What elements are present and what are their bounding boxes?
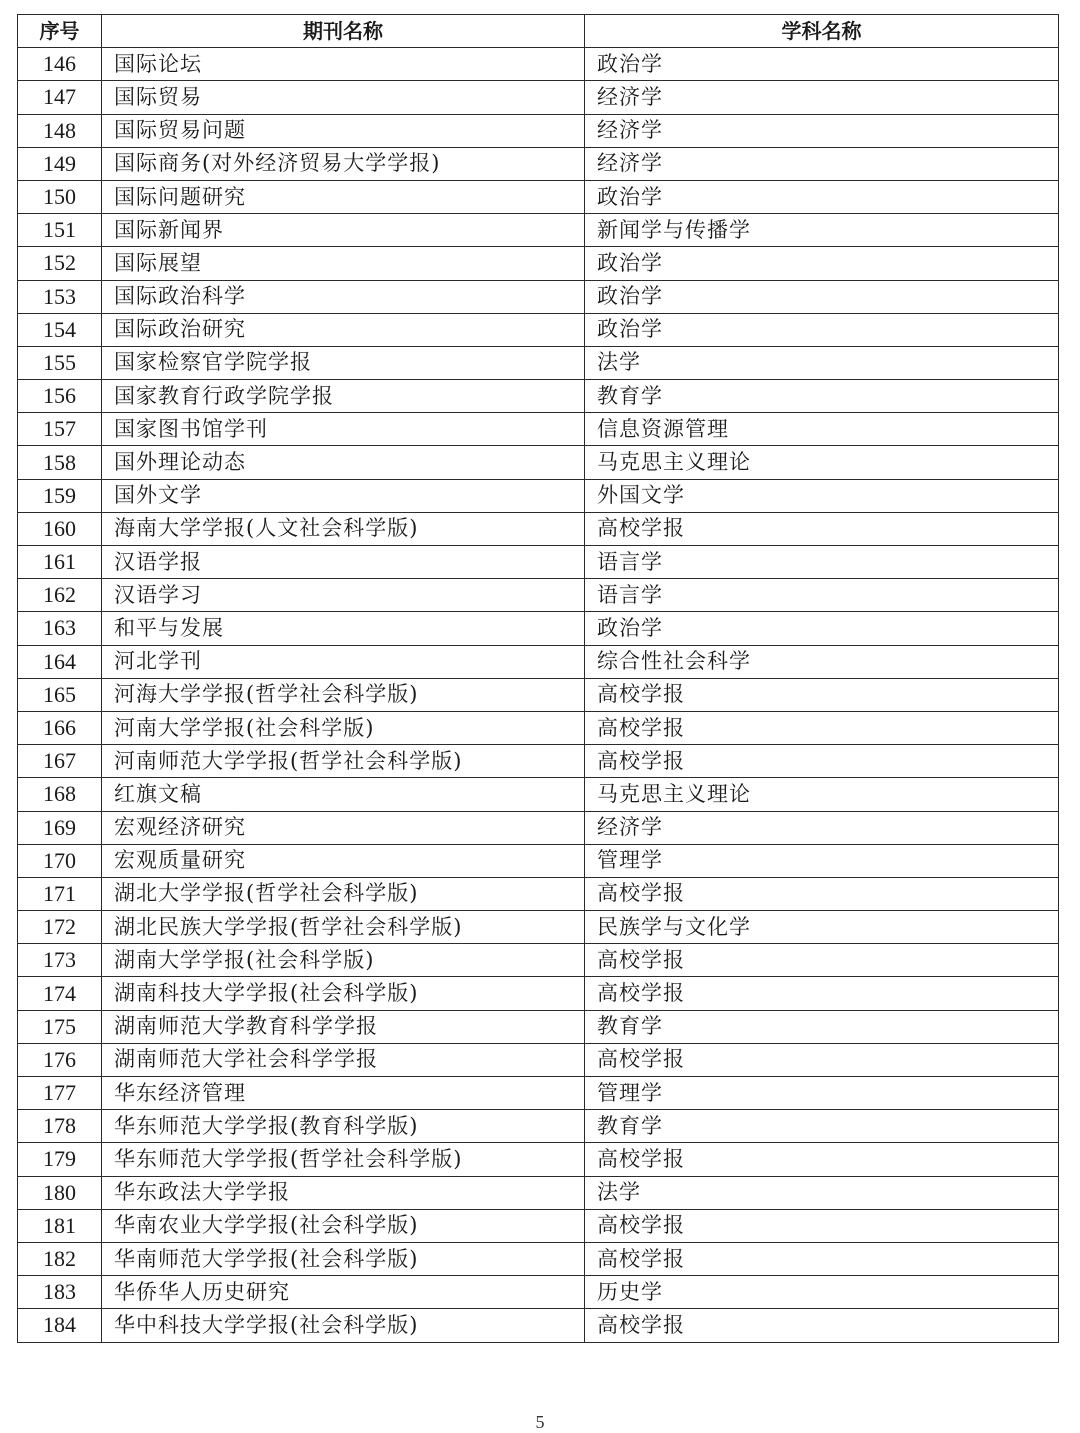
subject-name-cell: 高校学报: [585, 1242, 1059, 1275]
journal-name-cell: 国际展望: [102, 247, 585, 280]
table-row: [18, 214, 1059, 247]
serial-number-cell: 159: [18, 479, 102, 512]
subject-name-cell: 经济学: [585, 147, 1059, 180]
subject-name-cell: 民族学与文化学: [585, 911, 1059, 944]
subject-name-cell: 语言学: [585, 546, 1059, 579]
table-row: [18, 778, 1059, 811]
subject-name-cell: 政治学: [585, 313, 1059, 346]
table-body: [18, 48, 1059, 1342]
serial-number-cell: 182: [18, 1242, 102, 1275]
journal-name-cell: 湖南大学学报(社会科学版): [102, 944, 585, 977]
serial-number-cell: 180: [18, 1176, 102, 1209]
serial-number-cell: 148: [18, 114, 102, 147]
subject-name-cell: 高校学报: [585, 1043, 1059, 1076]
table-row: [18, 247, 1059, 280]
table-row: [18, 1209, 1059, 1242]
table-row: [18, 280, 1059, 313]
subject-name-cell: 高校学报: [585, 877, 1059, 910]
serial-number-cell: 165: [18, 678, 102, 711]
subject-name-cell: 高校学报: [585, 977, 1059, 1010]
journal-name-cell: 宏观质量研究: [102, 844, 585, 877]
table-row: [18, 745, 1059, 778]
header-serial-number: 序号: [18, 15, 102, 48]
serial-number-cell: 154: [18, 313, 102, 346]
serial-number-cell: 163: [18, 612, 102, 645]
subject-name-cell: 语言学: [585, 579, 1059, 612]
journal-name-cell: 国际贸易: [102, 81, 585, 114]
subject-name-cell: 教育学: [585, 1010, 1059, 1043]
table-row: [18, 844, 1059, 877]
table-row: [18, 1242, 1059, 1275]
journal-name-cell: 红旗文稿: [102, 778, 585, 811]
journal-table: [17, 14, 1059, 1343]
subject-name-cell: 管理学: [585, 1077, 1059, 1110]
serial-number-cell: 166: [18, 711, 102, 744]
journal-name-cell: 汉语学报: [102, 546, 585, 579]
table-row: [18, 114, 1059, 147]
journal-name-cell: 华侨华人历史研究: [102, 1276, 585, 1309]
journal-name-cell: 湖南师范大学教育科学学报: [102, 1010, 585, 1043]
subject-name-cell: 信息资源管理: [585, 413, 1059, 446]
table-row: [18, 479, 1059, 512]
header-journal-name: 期刊名称: [102, 15, 585, 48]
serial-number-cell: 146: [18, 48, 102, 81]
journal-name-cell: 湖北大学学报(哲学社会科学版): [102, 877, 585, 910]
table-row: [18, 811, 1059, 844]
subject-name-cell: 政治学: [585, 180, 1059, 213]
serial-number-cell: 170: [18, 844, 102, 877]
journal-name-cell: 河北学刊: [102, 645, 585, 678]
serial-number-cell: 152: [18, 247, 102, 280]
subject-name-cell: 政治学: [585, 48, 1059, 81]
subject-name-cell: 综合性社会科学: [585, 645, 1059, 678]
table-row: [18, 380, 1059, 413]
journal-name-cell: 河南师范大学学报(哲学社会科学版): [102, 745, 585, 778]
table-row: [18, 81, 1059, 114]
journal-name-cell: 宏观经济研究: [102, 811, 585, 844]
journal-name-cell: 汉语学习: [102, 579, 585, 612]
table-row: [18, 612, 1059, 645]
journal-name-cell: 国际商务(对外经济贸易大学学报): [102, 147, 585, 180]
subject-name-cell: 法学: [585, 346, 1059, 379]
table-row: [18, 711, 1059, 744]
subject-name-cell: 政治学: [585, 612, 1059, 645]
subject-name-cell: 历史学: [585, 1276, 1059, 1309]
serial-number-cell: 171: [18, 877, 102, 910]
journal-name-cell: 华东师范大学学报(哲学社会科学版): [102, 1143, 585, 1176]
serial-number-cell: 183: [18, 1276, 102, 1309]
journal-name-cell: 和平与发展: [102, 612, 585, 645]
table-row: [18, 1276, 1059, 1309]
journal-name-cell: 国际新闻界: [102, 214, 585, 247]
journal-name-cell: 华中科技大学学报(社会科学版): [102, 1309, 585, 1342]
serial-number-cell: 179: [18, 1143, 102, 1176]
serial-number-cell: 161: [18, 546, 102, 579]
journal-name-cell: 国外文学: [102, 479, 585, 512]
journal-name-cell: 湖北民族大学学报(哲学社会科学版): [102, 911, 585, 944]
subject-name-cell: 高校学报: [585, 1309, 1059, 1342]
journal-name-cell: 国家检察官学院学报: [102, 346, 585, 379]
table-row: [18, 546, 1059, 579]
journal-name-cell: 华南师范大学学报(社会科学版): [102, 1242, 585, 1275]
serial-number-cell: 149: [18, 147, 102, 180]
serial-number-cell: 181: [18, 1209, 102, 1242]
journal-name-cell: 河南大学学报(社会科学版): [102, 711, 585, 744]
table-row: [18, 877, 1059, 910]
table-row: [18, 678, 1059, 711]
journal-name-cell: 华南农业大学学报(社会科学版): [102, 1209, 585, 1242]
table-row: [18, 911, 1059, 944]
serial-number-cell: 184: [18, 1309, 102, 1342]
serial-number-cell: 158: [18, 446, 102, 479]
subject-name-cell: 经济学: [585, 811, 1059, 844]
serial-number-cell: 175: [18, 1010, 102, 1043]
serial-number-cell: 157: [18, 413, 102, 446]
subject-name-cell: 高校学报: [585, 944, 1059, 977]
table-row: [18, 313, 1059, 346]
journal-name-cell: 华东经济管理: [102, 1077, 585, 1110]
journal-name-cell: 国际政治研究: [102, 313, 585, 346]
table-row: [18, 977, 1059, 1010]
journal-name-cell: 湖南师范大学社会科学学报: [102, 1043, 585, 1076]
serial-number-cell: 153: [18, 280, 102, 313]
journal-name-cell: 河海大学学报(哲学社会科学版): [102, 678, 585, 711]
subject-name-cell: 高校学报: [585, 1209, 1059, 1242]
table-row: [18, 147, 1059, 180]
serial-number-cell: 150: [18, 180, 102, 213]
journal-name-cell: 国家图书馆学刊: [102, 413, 585, 446]
serial-number-cell: 164: [18, 645, 102, 678]
table-row: [18, 48, 1059, 81]
subject-name-cell: 教育学: [585, 380, 1059, 413]
serial-number-cell: 174: [18, 977, 102, 1010]
table-header-row: [18, 15, 1059, 48]
header-subject-name: 学科名称: [585, 15, 1059, 48]
subject-name-cell: 管理学: [585, 844, 1059, 877]
subject-name-cell: 政治学: [585, 247, 1059, 280]
table-row: [18, 512, 1059, 545]
subject-name-cell: 经济学: [585, 114, 1059, 147]
table-row: [18, 446, 1059, 479]
serial-number-cell: 178: [18, 1110, 102, 1143]
serial-number-cell: 147: [18, 81, 102, 114]
journal-name-cell: 国际贸易问题: [102, 114, 585, 147]
table-row: [18, 1110, 1059, 1143]
subject-name-cell: 高校学报: [585, 745, 1059, 778]
serial-number-cell: 168: [18, 778, 102, 811]
serial-number-cell: 177: [18, 1077, 102, 1110]
serial-number-cell: 151: [18, 214, 102, 247]
table-row: [18, 1077, 1059, 1110]
serial-number-cell: 167: [18, 745, 102, 778]
subject-name-cell: 高校学报: [585, 512, 1059, 545]
serial-number-cell: 156: [18, 380, 102, 413]
table-row: [18, 1143, 1059, 1176]
serial-number-cell: 173: [18, 944, 102, 977]
serial-number-cell: 169: [18, 811, 102, 844]
journal-name-cell: 国际问题研究: [102, 180, 585, 213]
journal-name-cell: 海南大学学报(人文社会科学版): [102, 512, 585, 545]
subject-name-cell: 政治学: [585, 280, 1059, 313]
table-row: [18, 944, 1059, 977]
subject-name-cell: 外国文学: [585, 479, 1059, 512]
journal-name-cell: 华东师范大学学报(教育科学版): [102, 1110, 585, 1143]
journal-name-cell: 华东政法大学学报: [102, 1176, 585, 1209]
page-number: 5: [535, 1412, 545, 1432]
subject-name-cell: 高校学报: [585, 711, 1059, 744]
serial-number-cell: 172: [18, 911, 102, 944]
subject-name-cell: 高校学报: [585, 1143, 1059, 1176]
table-row: [18, 180, 1059, 213]
serial-number-cell: 176: [18, 1043, 102, 1076]
journal-name-cell: 国外理论动态: [102, 446, 585, 479]
journal-name-cell: 国际政治科学: [102, 280, 585, 313]
table-row: [18, 1309, 1059, 1342]
serial-number-cell: 160: [18, 512, 102, 545]
table-row: [18, 1043, 1059, 1076]
subject-name-cell: 新闻学与传播学: [585, 214, 1059, 247]
journal-name-cell: 国际论坛: [102, 48, 585, 81]
subject-name-cell: 教育学: [585, 1110, 1059, 1143]
subject-name-cell: 经济学: [585, 81, 1059, 114]
table-row: [18, 645, 1059, 678]
serial-number-cell: 155: [18, 346, 102, 379]
journal-name-cell: 国家教育行政学院学报: [102, 380, 585, 413]
table-row: [18, 1176, 1059, 1209]
subject-name-cell: 马克思主义理论: [585, 446, 1059, 479]
table-row: [18, 413, 1059, 446]
subject-name-cell: 马克思主义理论: [585, 778, 1059, 811]
subject-name-cell: 高校学报: [585, 678, 1059, 711]
serial-number-cell: 162: [18, 579, 102, 612]
journal-name-cell: 湖南科技大学学报(社会科学版): [102, 977, 585, 1010]
table-row: [18, 346, 1059, 379]
table-row: [18, 579, 1059, 612]
subject-name-cell: 法学: [585, 1176, 1059, 1209]
table-row: [18, 1010, 1059, 1043]
